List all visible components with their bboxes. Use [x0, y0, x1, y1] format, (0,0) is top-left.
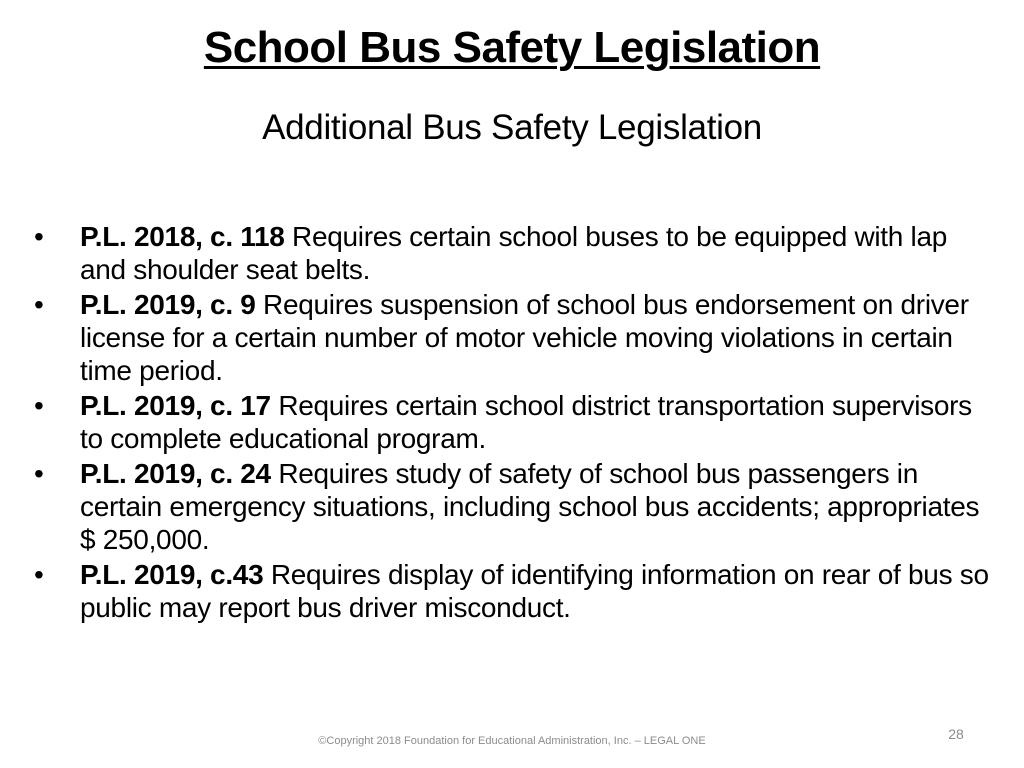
bullet-item — [34, 288, 994, 387]
slide-title: School Bus Safety Legislation — [203, 23, 821, 72]
bullet-item — [34, 220, 994, 286]
bullet-icon: • — [34, 390, 44, 421]
page-number: 28 — [948, 726, 964, 742]
bullet-icon: • — [34, 289, 44, 320]
law-description: Requires study of safety of school bus passengers in certain emergency situations, including school bus accidents; appropriates $ 250,000. — [80, 458, 980, 555]
law-reference: P.L. 2019, c.43 — [80, 559, 264, 590]
law-reference: P.L. 2019, c. 17 — [80, 390, 271, 421]
law-reference: P.L. 2018, c. 118 — [80, 221, 285, 252]
law-reference: P.L. 2019, c. 9 — [80, 289, 256, 320]
law-description: Requires certain school buses to be equipped with lap and shoulder seat belts. — [80, 221, 948, 285]
bullet-item — [34, 389, 994, 455]
law-description: Requires certain school district transportation supervisors to complete educational program. — [80, 390, 972, 454]
bullet-icon: • — [34, 458, 44, 489]
law-reference: P.L. 2019, c. 24 — [80, 458, 271, 489]
bullet-item — [34, 457, 994, 556]
bullet-list — [34, 220, 994, 626]
bullet-item — [34, 558, 994, 624]
bullet-icon: • — [34, 221, 44, 252]
law-description: Requires suspension of school bus endorsement on driver license for a certain number of motor vehicle moving violations in certain time period. — [80, 289, 969, 386]
slide-subtitle: Additional Bus Safety Legislation — [262, 108, 762, 147]
copyright-footer: ©Copyright 2018 Foundation for Educational Administration, Inc. – LEGAL ONE — [318, 735, 706, 747]
law-description: Requires display of identifying information on rear of bus so public may report bus driver misconduct. — [80, 559, 989, 623]
bullet-icon: • — [34, 559, 44, 590]
